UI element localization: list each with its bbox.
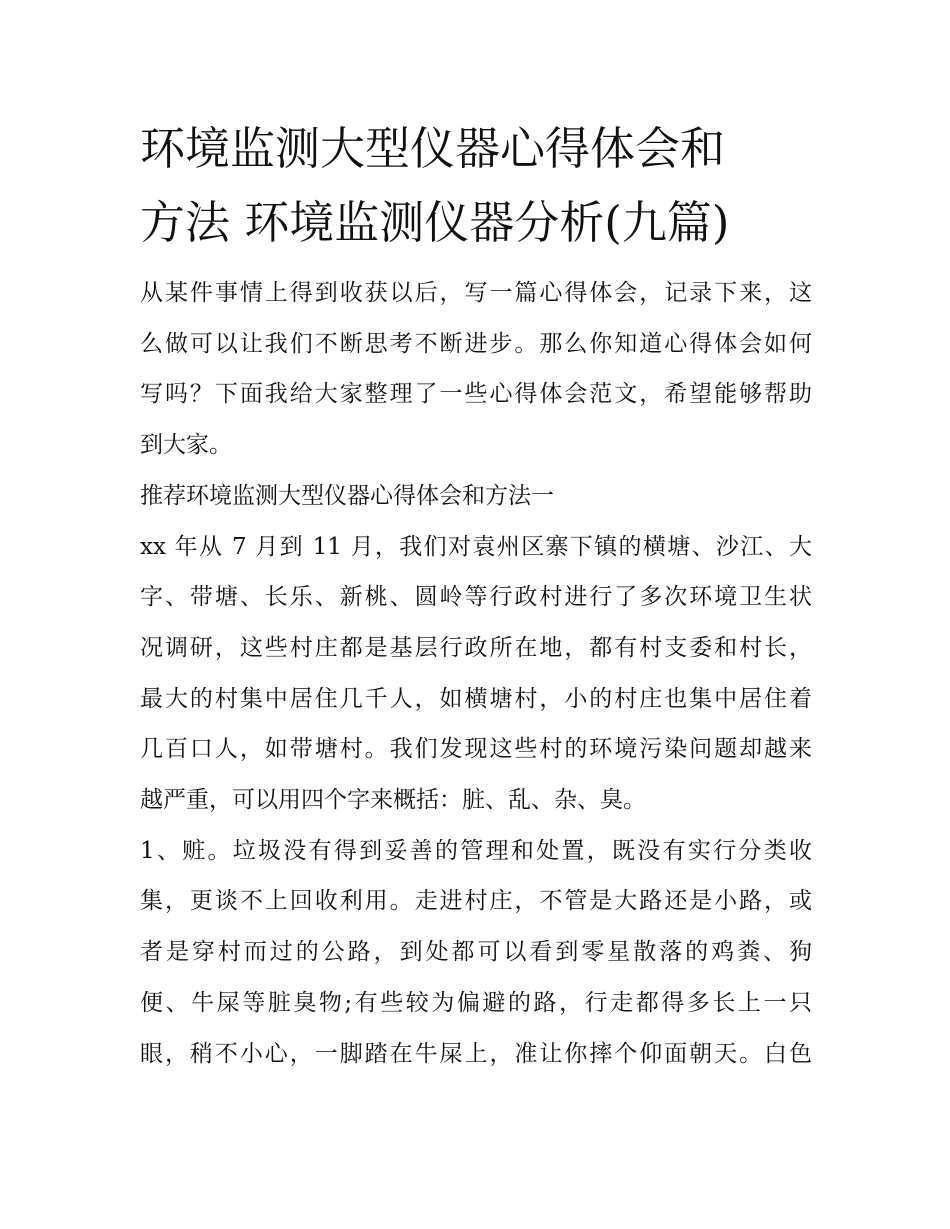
body-line: 字、带塘、长乐、新桃、圆岭等行政村进行了多次环境卫生状: [140, 584, 812, 611]
body-line: 便、牛屎等脏臭物;有些较为偏避的路，行走都得多长上一只: [140, 989, 812, 1016]
document-title: [140, 112, 812, 260]
document-body: [140, 268, 812, 1079]
body-line: 况调研，这些村庄都是基层行政所在地，都有村支委和村长，: [140, 634, 812, 661]
body-line: 眼，稍不小心，一脚踏在牛屎上，准让你摔个仰面朝天。白色: [140, 1040, 812, 1067]
body-line: 从某件事情上得到收获以后，写一篇心得体会，记录下来，这: [140, 280, 812, 306]
title-line: 方法 环境监测仪器分析(九篇): [140, 196, 730, 249]
body-line: 集，更谈不上回收利用。走进村庄，不管是大路还是小路，或: [140, 888, 812, 915]
body-line: 写吗？下面我给大家整理了一些心得体会范文，希望能够帮助: [140, 381, 812, 408]
body-line: 者是穿村而过的公路，到处都可以看到零星散落的鸡粪、狗: [140, 939, 812, 966]
title-line: 环境监测大型仪器心得体会和: [140, 122, 726, 175]
body-line: 最大的村集中居住几千人，如横塘村，小的村庄也集中居住着: [140, 685, 812, 712]
body-line: xx 年从 7 月到 11 月，我们对袁州区寨下镇的横塘、沙江、大: [140, 533, 812, 560]
body-line: 越严重，可以用四个字来概括：脏、乱、杂、臭。: [140, 787, 646, 814]
body-line: 几百口人，如带塘村。我们发现这些村的环境污染问题却越来: [140, 736, 812, 763]
body-line: 到大家。: [140, 432, 232, 459]
body-line: 1、赃。垃圾没有得到妥善的管理和处置，既没有实行分类收: [140, 837, 812, 864]
document-content: [140, 112, 812, 1079]
body-line: 么做可以让我们不断思考不断进步。那么你知道心得体会如何: [140, 330, 812, 357]
section-heading: 推荐环境监测大型仪器心得体会和方法一: [140, 482, 554, 509]
